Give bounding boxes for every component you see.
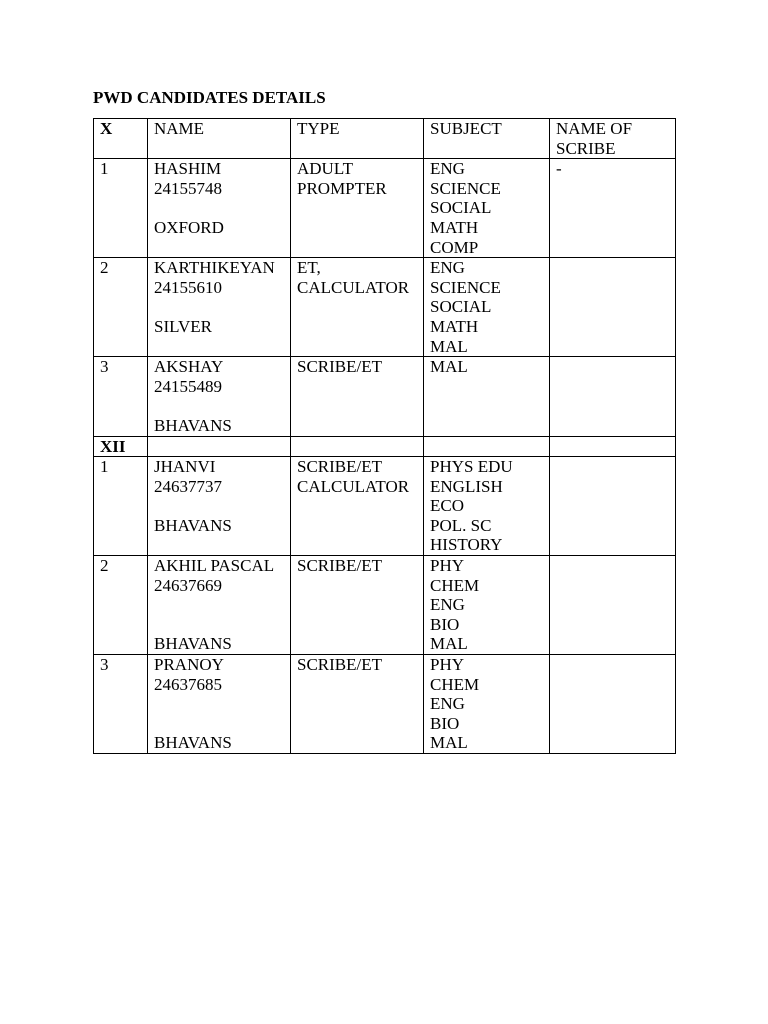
subject-cell [424,556,550,655]
subject: CHEM [430,575,480,595]
name-column-header: NAME [148,119,291,159]
candidate-name: AKSHAY [154,357,224,377]
subject: CHEM [430,674,480,694]
subject-cell [424,357,550,436]
spacer [154,595,290,615]
row-number: 3 [94,357,148,436]
subject-cell [424,159,550,258]
subject-cell [424,258,550,357]
candidate-name: HASHIM [154,159,222,179]
page-title: PWD CANDIDATES DETAILS [93,88,326,107]
candidate-cell [148,357,291,436]
type-line: CALCULATOR [297,476,410,496]
scribe-cell [550,357,676,436]
scribe-cell [550,457,676,556]
class-xii-label: XII [100,436,126,456]
candidate-name: AKHIL PASCAL [154,556,275,576]
type-line: SCRIBE/ET [297,556,383,576]
class-xii-cell [94,436,148,457]
candidate-school: SILVER [154,316,212,336]
table-row [94,556,676,655]
scribe-header-line: NAME OF [556,119,633,138]
class-x-label: X [100,119,113,138]
subject-cell [424,655,550,754]
candidate-id: 24637669 [154,575,222,595]
type-line: ADULT [297,159,354,179]
table-row [94,357,676,436]
scribe-header-line: SCRIBE [556,138,616,158]
table-row [94,655,676,754]
scribe-cell: - [550,159,676,258]
candidate-school: OXFORD [154,217,224,237]
scribe-cell [550,556,676,655]
candidate-cell [148,159,291,258]
candidate-school: BHAVANS [154,733,232,753]
subject: ECO [430,496,464,516]
subject: MAL [430,634,468,654]
subject: ENGLISH [430,476,503,496]
empty-cell [424,436,550,457]
type-line: SCRIBE/ET [297,357,383,377]
spacer [154,714,290,734]
type-line: SCRIBE/ET [297,655,383,675]
subject: PHY [430,655,465,675]
subject: ENG [430,595,465,615]
row-number: 2 [94,556,148,655]
type-line: ET, [297,258,321,278]
candidate-id: 24155489 [154,376,222,396]
subject: MATH [430,217,479,237]
spacer [154,297,290,317]
type-column-header: TYPE [291,119,424,159]
candidate-school: BHAVANS [154,415,232,435]
candidates-table [93,118,676,754]
candidate-school: BHAVANS [154,634,232,654]
candidate-school: BHAVANS [154,515,232,535]
candidate-cell [148,258,291,357]
type-cell [291,159,424,258]
row-number: 2 [94,258,148,357]
subject: MAL [430,357,468,377]
subject: SOCIAL [430,297,492,317]
subject: BIO [430,614,460,634]
subject: BIO [430,713,460,733]
candidate-cell [148,457,291,556]
spacer [154,198,290,218]
spacer [154,496,290,516]
subject: HISTORY [430,535,503,555]
section-row-xii [94,436,676,457]
row-number: 1 [94,457,148,556]
subject: ENG [430,694,465,714]
table-header-row [94,119,676,159]
subject: PHYS EDU [430,457,513,477]
subject: SCIENCE [430,277,501,297]
candidate-cell [148,655,291,754]
candidate-id: 24637685 [154,674,222,694]
subject: SOCIAL [430,198,492,218]
subject: SCIENCE [430,178,501,198]
subject: ENG [430,159,465,179]
table-row [94,159,676,258]
candidate-name: KARTHIKEYAN [154,258,275,278]
spacer [154,615,290,635]
subject-column-header: SUBJECT [424,119,550,159]
subject-cell [424,457,550,556]
spacer [154,694,290,714]
candidate-name: PRANOY [154,655,224,675]
spacer [154,396,290,416]
type-cell [291,655,424,754]
subject: POL. SC [430,515,492,535]
table-row [94,258,676,357]
scribe-column-header [550,119,676,159]
type-cell [291,457,424,556]
subject: ENG [430,258,465,278]
candidate-id: 24155610 [154,277,222,297]
scribe-cell [550,655,676,754]
table-row [94,457,676,556]
empty-cell [550,436,676,457]
type-line: PROMPTER [297,178,387,198]
empty-cell [291,436,424,457]
empty-cell [148,436,291,457]
type-line: SCRIBE/ET [297,457,383,477]
scribe-cell [550,258,676,357]
row-number: 1 [94,159,148,258]
type-cell [291,556,424,655]
class-x-header [94,119,148,159]
subject: COMP [430,237,479,257]
type-line: CALCULATOR [297,277,410,297]
subject: MAL [430,336,468,356]
subject: MATH [430,316,479,336]
candidate-name: JHANVI [154,457,216,477]
row-number: 3 [94,655,148,754]
subject: MAL [430,733,468,753]
candidate-id: 24637737 [154,476,222,496]
subject: PHY [430,556,465,576]
candidate-id: 24155748 [154,178,222,198]
type-cell [291,258,424,357]
type-cell [291,357,424,436]
candidate-cell [148,556,291,655]
